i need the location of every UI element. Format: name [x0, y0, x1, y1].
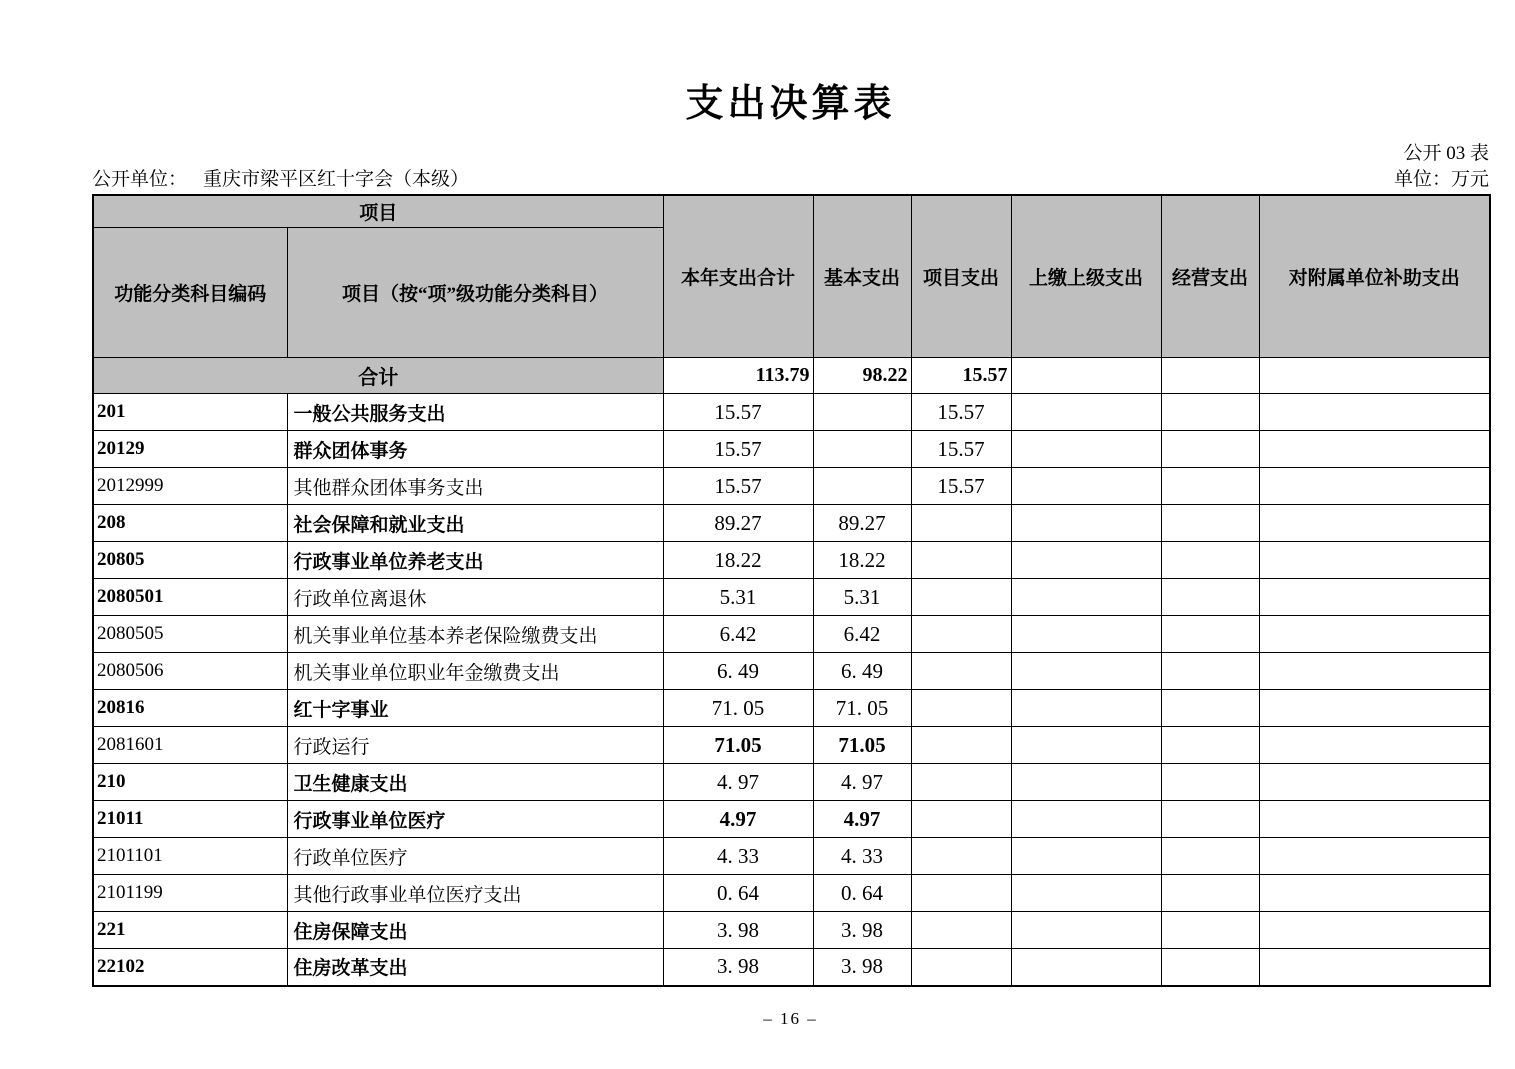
value-cell	[1011, 394, 1161, 431]
table-row	[93, 542, 1490, 579]
table-row	[93, 468, 1490, 505]
table-row	[93, 912, 1490, 949]
table-row	[93, 431, 1490, 468]
item-name-cell: 一般公共服务支出	[287, 394, 663, 431]
value-cell	[1161, 875, 1259, 912]
total-value-cell	[1011, 358, 1161, 394]
function-code-cell: 201	[93, 394, 287, 431]
table-row	[93, 801, 1490, 838]
value-cell	[911, 912, 1011, 949]
value-cell	[1011, 653, 1161, 690]
table-row	[93, 505, 1490, 542]
value-cell	[813, 431, 911, 468]
publisher	[92, 168, 469, 192]
function-code-cell: 2012999	[93, 468, 287, 505]
table-row	[93, 764, 1490, 801]
meta-row	[92, 168, 1489, 192]
value-cell: 4. 33	[813, 838, 911, 875]
value-cell: 3. 98	[813, 912, 911, 949]
value-cell	[1011, 912, 1161, 949]
function-code-cell: 2080501	[93, 579, 287, 616]
function-code-cell: 20805	[93, 542, 287, 579]
value-cell	[1259, 690, 1490, 727]
value-cell: 5.31	[813, 579, 911, 616]
col-header-function-code: 功能分类科目编码	[93, 228, 287, 358]
value-cell	[1259, 949, 1490, 986]
function-code-cell: 2080506	[93, 653, 287, 690]
item-name-cell: 红十字事业	[287, 690, 663, 727]
value-cell: 0. 64	[663, 875, 813, 912]
value-cell	[1161, 653, 1259, 690]
value-cell	[911, 727, 1011, 764]
table-row	[93, 653, 1490, 690]
item-name-cell: 住房改革支出	[287, 949, 663, 986]
value-cell	[1161, 912, 1259, 949]
value-cell: 3. 98	[813, 949, 911, 986]
value-cell	[1011, 764, 1161, 801]
value-cell: 18.22	[663, 542, 813, 579]
value-cell	[1011, 875, 1161, 912]
item-name-cell: 其他行政事业单位医疗支出	[287, 875, 663, 912]
value-cell	[1259, 875, 1490, 912]
value-cell: 15.57	[663, 468, 813, 505]
table-header	[93, 195, 1490, 358]
total-value-cell: 15.57	[911, 358, 1011, 394]
value-cell: 6. 49	[813, 653, 911, 690]
col-header-operating: 经营支出	[1161, 195, 1259, 358]
total-value-cell	[1259, 358, 1490, 394]
value-cell	[1011, 949, 1161, 986]
total-label-cell: 合计	[93, 358, 663, 394]
value-cell: 71.05	[813, 727, 911, 764]
value-cell	[1011, 801, 1161, 838]
value-cell	[1259, 727, 1490, 764]
col-header-item-name: 项目（按“项”级功能分类科目）	[287, 228, 663, 358]
value-cell	[911, 801, 1011, 838]
value-cell: 6.42	[813, 616, 911, 653]
value-cell: 15.57	[911, 394, 1011, 431]
value-cell: 15.57	[663, 431, 813, 468]
value-cell: 4. 97	[663, 764, 813, 801]
value-cell	[1259, 653, 1490, 690]
header-row-group	[93, 195, 1490, 228]
value-cell	[813, 468, 911, 505]
value-cell	[1011, 579, 1161, 616]
value-cell: 15.57	[911, 431, 1011, 468]
value-cell	[1161, 764, 1259, 801]
value-cell	[1259, 801, 1490, 838]
value-cell: 4. 97	[813, 764, 911, 801]
value-cell	[1011, 468, 1161, 505]
value-cell	[1259, 468, 1490, 505]
value-cell	[911, 875, 1011, 912]
page-number: – 16 –	[763, 1008, 818, 1028]
value-cell: 5.31	[663, 579, 813, 616]
table-row	[93, 838, 1490, 875]
value-cell	[1011, 616, 1161, 653]
table-row	[93, 690, 1490, 727]
value-cell	[1011, 542, 1161, 579]
item-name-cell: 行政运行	[287, 727, 663, 764]
value-cell	[911, 616, 1011, 653]
value-cell	[911, 949, 1011, 986]
col-header-year-total: 本年支出合计	[663, 195, 813, 358]
value-cell	[1259, 838, 1490, 875]
value-cell	[911, 542, 1011, 579]
expenditure-table	[92, 194, 1491, 987]
item-name-cell: 其他群众团体事务支出	[287, 468, 663, 505]
value-cell	[911, 505, 1011, 542]
value-cell	[911, 579, 1011, 616]
value-cell: 4.97	[813, 801, 911, 838]
publisher-name: 重庆市梁平区红十字会（本级）	[203, 168, 470, 190]
value-cell: 89.27	[813, 505, 911, 542]
value-cell: 3. 98	[663, 912, 813, 949]
value-cell: 71.05	[663, 727, 813, 764]
value-cell	[1161, 838, 1259, 875]
item-name-cell: 卫生健康支出	[287, 764, 663, 801]
currency-unit-note: 单位：万元	[1393, 168, 1489, 190]
item-name-cell: 社会保障和就业支出	[287, 505, 663, 542]
value-cell	[1259, 505, 1490, 542]
function-code-cell: 2101199	[93, 875, 287, 912]
item-name-cell: 机关事业单位基本养老保险缴费支出	[287, 616, 663, 653]
value-cell	[911, 653, 1011, 690]
value-cell: 6. 49	[663, 653, 813, 690]
value-cell	[1259, 764, 1490, 801]
value-cell	[1011, 727, 1161, 764]
project-group-header: 项目	[93, 195, 663, 228]
value-cell	[1259, 579, 1490, 616]
function-code-cell: 2081601	[93, 727, 287, 764]
function-code-cell: 2080505	[93, 616, 287, 653]
value-cell	[1161, 727, 1259, 764]
value-cell	[1161, 468, 1259, 505]
item-name-cell: 群众团体事务	[287, 431, 663, 468]
value-cell: 4.97	[663, 801, 813, 838]
item-name-cell: 行政事业单位医疗	[287, 801, 663, 838]
item-name-cell: 住房保障支出	[287, 912, 663, 949]
table-row	[93, 949, 1490, 986]
value-cell: 15.57	[911, 468, 1011, 505]
value-cell	[1011, 431, 1161, 468]
function-code-cell: 221	[93, 912, 287, 949]
value-cell	[1161, 505, 1259, 542]
table-row	[93, 616, 1490, 653]
col-header-subsidy: 对附属单位补助支出	[1259, 195, 1490, 358]
value-cell	[1259, 542, 1490, 579]
function-code-cell: 2101101	[93, 838, 287, 875]
item-name-cell: 行政单位离退休	[287, 579, 663, 616]
total-value-cell: 113.79	[663, 358, 813, 394]
function-code-cell: 20816	[93, 690, 287, 727]
value-cell	[1161, 949, 1259, 986]
value-cell	[1161, 394, 1259, 431]
value-cell	[1011, 838, 1161, 875]
total-value-cell: 98.22	[813, 358, 911, 394]
value-cell	[1259, 394, 1490, 431]
table-number: 公开 03 表	[1403, 142, 1489, 164]
col-header-project: 项目支出	[911, 195, 1011, 358]
value-cell	[1161, 431, 1259, 468]
value-cell: 89.27	[663, 505, 813, 542]
value-cell: 15.57	[663, 394, 813, 431]
value-cell	[1011, 505, 1161, 542]
value-cell	[911, 690, 1011, 727]
item-name-cell: 行政事业单位养老支出	[287, 542, 663, 579]
value-cell	[1259, 431, 1490, 468]
item-name-cell: 行政单位医疗	[287, 838, 663, 875]
value-cell: 71. 05	[813, 690, 911, 727]
value-cell	[1259, 616, 1490, 653]
value-cell	[911, 764, 1011, 801]
function-code-cell: 20129	[93, 431, 287, 468]
table-row	[93, 579, 1490, 616]
function-code-cell: 208	[93, 505, 287, 542]
value-cell	[1161, 690, 1259, 727]
value-cell	[1161, 616, 1259, 653]
value-cell: 4. 33	[663, 838, 813, 875]
value-cell: 6.42	[663, 616, 813, 653]
function-code-cell: 210	[93, 764, 287, 801]
total-row	[93, 358, 1490, 394]
value-cell	[1161, 542, 1259, 579]
value-cell	[1161, 801, 1259, 838]
publisher-label: 公开单位：	[92, 168, 188, 190]
value-cell: 0. 64	[813, 875, 911, 912]
document-content	[92, 0, 1489, 1029]
value-cell	[1161, 579, 1259, 616]
table-body	[93, 358, 1490, 986]
col-header-upper-level: 上缴上级支出	[1011, 195, 1161, 358]
page-title: 支出决算表	[685, 83, 896, 125]
value-cell	[1259, 912, 1490, 949]
function-code-cell: 21011	[93, 801, 287, 838]
col-header-basic: 基本支出	[813, 195, 911, 358]
total-value-cell	[1161, 358, 1259, 394]
value-cell: 3. 98	[663, 949, 813, 986]
table-row	[93, 394, 1490, 431]
value-cell	[1011, 690, 1161, 727]
table-row	[93, 727, 1490, 764]
value-cell: 71. 05	[663, 690, 813, 727]
value-cell: 18.22	[813, 542, 911, 579]
value-cell	[813, 394, 911, 431]
table-row	[93, 875, 1490, 912]
value-cell	[911, 838, 1011, 875]
function-code-cell: 22102	[93, 949, 287, 986]
item-name-cell: 机关事业单位职业年金缴费支出	[287, 653, 663, 690]
